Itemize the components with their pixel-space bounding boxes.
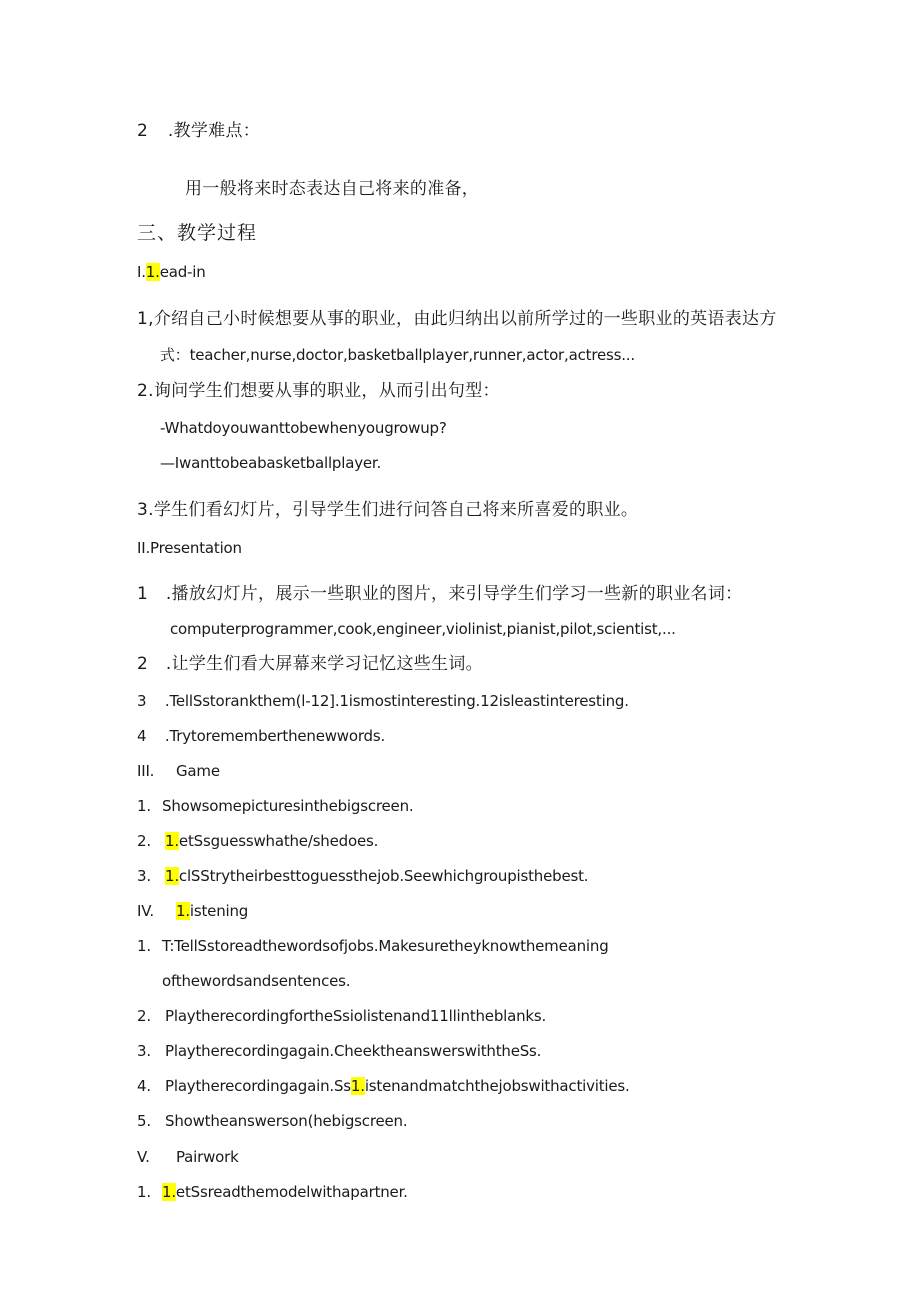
lead-item-2-answer: —Iwanttobeabasketballplayer. [160, 454, 382, 472]
pres-item-1-text: .播放幻灯片，展示一些职业的图片，来引导学生们学习一些新的职业名词： [165, 584, 743, 604]
listening-item-4 [137, 1076, 630, 1096]
game-item-1-number: 1. [137, 797, 151, 815]
pres-item-4-text: .Trytorememberthenewwords. [164, 727, 386, 745]
pres-item-2-text: .让学生们看大屏幕来学习记忆这些生词。 [165, 654, 483, 674]
lead-item-1: 1,介绍自己小时候想要从事的职业，由此归纳出以前所学过的一些职业的英语表达方 [137, 309, 777, 329]
listening-item-4-number: 4. [137, 1077, 151, 1095]
game-item-2 [137, 831, 379, 851]
lead-in-label: ead-in [159, 263, 206, 281]
listening-item-2 [137, 1006, 547, 1026]
difficulty-content: 用一般将来时态表达自己将来的准备， [185, 179, 480, 199]
listening-item-1-text: T:TellSstoreadthewordsofjobs.Makesuretheyknowthemeaning [162, 937, 609, 955]
process-heading: 三、教学过程 [137, 222, 258, 244]
listening-item-5 [137, 1111, 408, 1131]
pairwork-heading [137, 1147, 239, 1167]
game-number: III. [137, 762, 155, 780]
listening-item-5-number: 5. [137, 1112, 151, 1130]
listening-item-2-text: PlaytherecordingfortheSsiolistenand11llintheblanks. [165, 1007, 547, 1025]
game-item-3-number: 3. [137, 867, 151, 885]
game-item-3-text: clSStrytheirbesttoguessthejob.Seewhichgroupisthebest. [178, 867, 589, 885]
listening-item-3 [137, 1041, 542, 1061]
listening-label: istening [189, 902, 249, 920]
difficulty-number: 2 [137, 121, 149, 141]
listening-item-4-text: istenandmatchthejobswithactivities. [364, 1077, 630, 1095]
pres-item-3-number: 3 [137, 692, 147, 710]
game-item-1-text: Showsomepicturesinthebigscreen. [162, 797, 414, 815]
game-label: Game [176, 762, 220, 780]
listening-item-2-number: 2. [137, 1007, 151, 1025]
pres-item-2-number: 2 [137, 654, 149, 674]
pres-item-2 [137, 654, 483, 674]
listening-item-1-number: 1. [137, 937, 151, 955]
pairwork-label: Pairwork [176, 1148, 239, 1166]
highlight-mark: 1. [162, 1183, 176, 1201]
listening-item-3-number: 3. [137, 1042, 151, 1060]
lead-item-2-question: -Whatdoyouwanttobewhenyougrowup? [160, 419, 447, 437]
game-item-3 [137, 866, 589, 886]
pres-item-4 [137, 726, 385, 746]
pairwork-item-1 [137, 1182, 408, 1202]
pairwork-number: V. [137, 1148, 150, 1166]
pairwork-item-1-number: 1. [137, 1183, 151, 1201]
lead-in-prefix: I. [137, 263, 146, 281]
game-item-1 [137, 796, 414, 816]
listening-item-3-text: Playtherecordingagain.CheektheanswerswiththeSs. [165, 1042, 542, 1060]
pres-item-4-number: 4 [137, 727, 147, 745]
listening-item-1 [137, 936, 609, 956]
difficulty-label: .教学难点： [167, 121, 261, 141]
lead-item-2: 2.询问学生们想要从事的职业，从而引出句型： [137, 381, 500, 401]
lead-item-3: 3.学生们看幻灯片，引导学生们进行问答自己将来所喜爱的职业。 [137, 500, 639, 520]
highlight-mark: 1. [165, 867, 179, 885]
game-item-2-number: 2. [137, 832, 151, 850]
pres-item-1-number: 1 [137, 584, 149, 604]
pairwork-item-1-text: etSsreadthemodelwithapartner. [175, 1183, 408, 1201]
game-item-2-text: etSsguesswhathe/shedoes. [178, 832, 379, 850]
presentation-heading: II.Presentation [137, 539, 242, 557]
lead-in-heading [137, 262, 206, 282]
lead-item-1-continuation: 式：teacher,nurse,doctor,basketballplayer,runner,actor,actress... [160, 346, 635, 364]
difficulty-heading [137, 121, 260, 141]
listening-heading [137, 901, 249, 921]
pres-item-1-continuation: computerprogrammer,cook,engineer,violinist,pianist,pilot,scientist,... [170, 620, 676, 638]
listening-item-4-pre: Playtherecordingagain.Ss [165, 1077, 351, 1095]
game-heading [137, 761, 220, 781]
listening-item-5-text: Showtheanswerson(hebigscreen. [165, 1112, 408, 1130]
pres-item-1 [137, 584, 742, 604]
highlight-mark: 1. [176, 902, 190, 920]
highlight-mark: 1. [145, 263, 160, 281]
highlight-mark: 1. [165, 832, 179, 850]
pres-item-3 [137, 691, 629, 711]
listening-number: IV. [137, 902, 154, 920]
pres-item-3-text: .TellSstorankthem(l-12].1ismostinteresting.12isleastinteresting. [164, 692, 629, 710]
listening-item-1-continuation: ofthewordsandsentences. [162, 972, 351, 990]
highlight-mark: 1. [350, 1077, 365, 1095]
